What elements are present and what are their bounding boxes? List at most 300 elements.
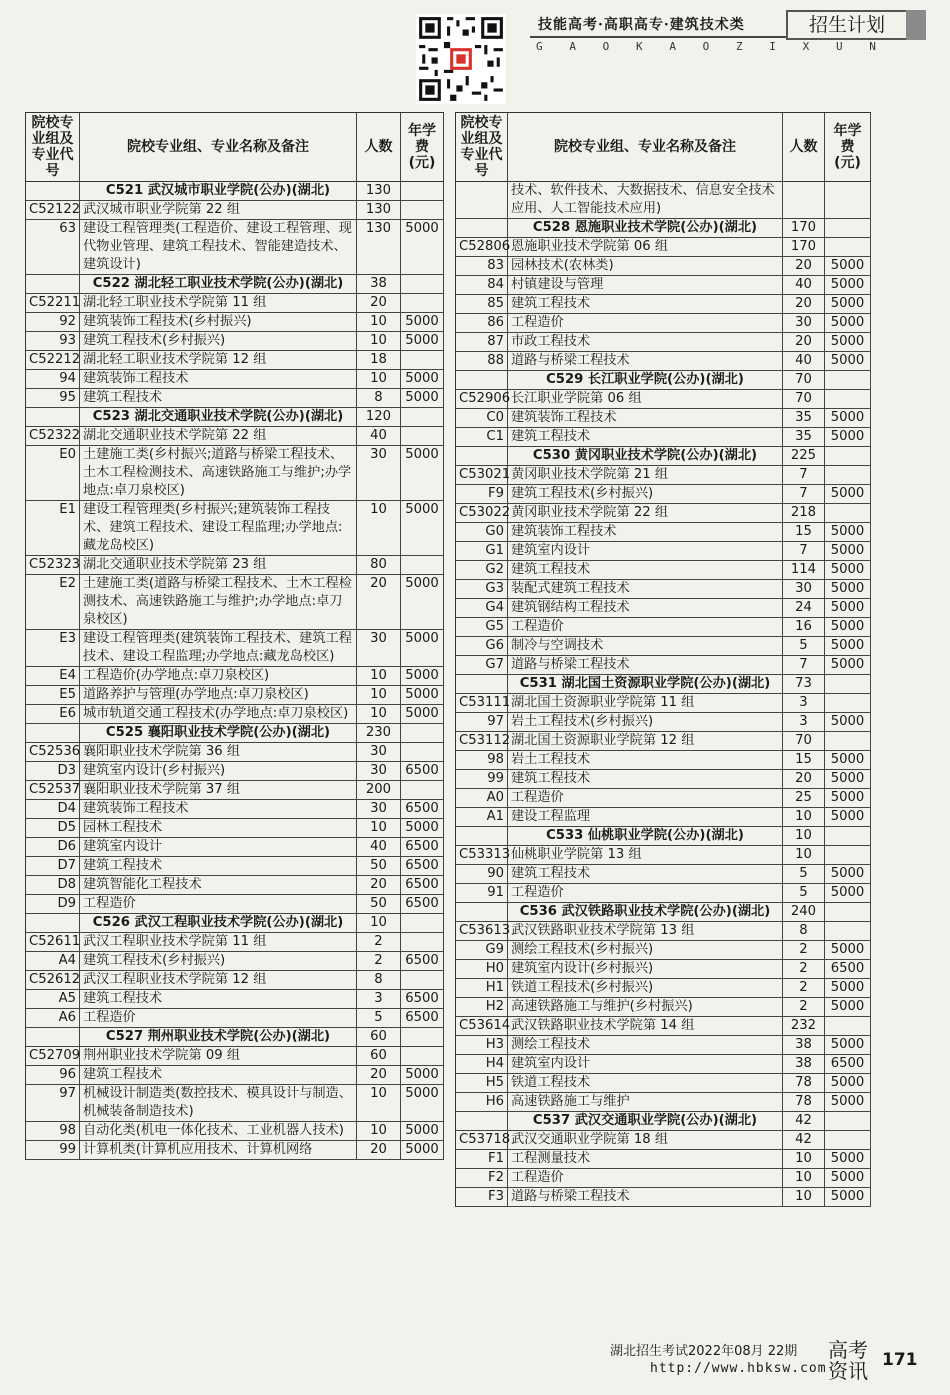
table-row xyxy=(456,1055,871,1074)
table-row xyxy=(456,1150,871,1169)
cell-fee xyxy=(825,504,871,522)
cell-fee: 5000 xyxy=(401,370,444,388)
cell-count: 10 xyxy=(783,808,825,826)
cell-name: 建筑装饰工程技术 xyxy=(508,523,783,541)
cell-count: 78 xyxy=(783,1074,825,1092)
cell-name: 建筑工程技术(乡村振兴) xyxy=(80,952,357,970)
cell-code: E6 xyxy=(26,705,80,723)
cell-count: 18 xyxy=(357,351,401,369)
table-row xyxy=(26,762,444,781)
cell-count: 5 xyxy=(357,1009,401,1027)
cell-code: D4 xyxy=(26,800,80,818)
cell-name: C522 湖北轻工职业技术学院(公办)(湖北) xyxy=(80,275,357,293)
cell-name: 高速铁路施工与维护(乡村振兴) xyxy=(508,998,783,1016)
cell-name: 城市轨道交通工程技术(办学地点:卓刀泉校区) xyxy=(80,705,357,723)
table-row xyxy=(456,409,871,428)
cell-count: 2 xyxy=(357,952,401,970)
cell-code: G1 xyxy=(456,542,508,560)
cell-code: 86 xyxy=(456,314,508,332)
cell-code xyxy=(456,371,508,389)
cell-fee xyxy=(825,675,871,693)
cell-count: 5 xyxy=(783,865,825,883)
table-row xyxy=(456,694,871,713)
cell-name: 建筑工程技术(乡村振兴) xyxy=(508,485,783,503)
cell-name: 建设工程管理类(乡村振兴;建筑装饰工程技术、建筑工程技术、建设工程监理;办学地点:藏龙岛校区) xyxy=(80,501,357,555)
table-row xyxy=(456,808,871,827)
cell-fee: 5000 xyxy=(825,276,871,294)
table-row xyxy=(456,257,871,276)
cell-name: 襄阳职业技术学院第 36 组 xyxy=(80,743,357,761)
cell-code: 98 xyxy=(456,751,508,769)
cell-count: 38 xyxy=(783,1036,825,1054)
table-row xyxy=(456,390,871,409)
table-row xyxy=(26,895,444,914)
table-row xyxy=(26,501,444,556)
cell-count: 10 xyxy=(783,1169,825,1187)
cell-count: 42 xyxy=(783,1112,825,1130)
cell-code xyxy=(26,275,80,293)
cell-name: 湖北轻工职业技术学院第 12 组 xyxy=(80,351,357,369)
cell-name: 制冷与空调技术 xyxy=(508,637,783,655)
header-title: 技能高考·高职高专·建筑技术类 xyxy=(538,17,745,33)
cell-name: 铁道工程技术 xyxy=(508,1074,783,1092)
cell-fee: 5000 xyxy=(401,1085,444,1121)
cell-fee: 5000 xyxy=(825,1150,871,1168)
table-row xyxy=(456,922,871,941)
cell-fee: 5000 xyxy=(401,446,444,500)
school-row xyxy=(456,447,871,466)
cell-code: C52537 xyxy=(26,781,80,799)
table-row xyxy=(456,846,871,865)
cell-count: 30 xyxy=(357,762,401,780)
header-count: 人数 xyxy=(783,113,825,181)
table-row xyxy=(456,599,871,618)
cell-name: C533 仙桃职业学院(公办)(湖北) xyxy=(508,827,783,845)
cell-code: G7 xyxy=(456,656,508,674)
cell-name: 建筑室内设计(乡村振兴) xyxy=(80,762,357,780)
cell-count: 10 xyxy=(783,827,825,845)
cell-name: 道路与桥梁工程技术 xyxy=(508,1188,783,1206)
cell-name: 测绘工程技术 xyxy=(508,1036,783,1054)
cell-count: 10 xyxy=(357,667,401,685)
cell-count: 10 xyxy=(357,332,401,350)
cell-count: 7 xyxy=(783,466,825,484)
cell-fee: 5000 xyxy=(825,1169,871,1187)
cell-fee xyxy=(401,408,444,426)
cell-count: 30 xyxy=(357,743,401,761)
cell-fee: 5000 xyxy=(401,705,444,723)
cell-fee: 5000 xyxy=(825,751,871,769)
cell-code: C53313 xyxy=(456,846,508,864)
cell-name: 工程造价 xyxy=(80,1009,357,1027)
cell-name: 工程测量技术 xyxy=(508,1150,783,1168)
cell-name: 建筑室内设计 xyxy=(508,542,783,560)
cell-name: 村镇建设与管理 xyxy=(508,276,783,294)
table-row xyxy=(456,352,871,371)
cell-code xyxy=(456,182,508,218)
cell-name: 建筑室内设计 xyxy=(508,1055,783,1073)
cell-name: 湖北交通职业技术学院第 23 组 xyxy=(80,556,357,574)
cell-fee: 5000 xyxy=(825,542,871,560)
table-row xyxy=(456,865,871,884)
cell-fee: 5000 xyxy=(401,819,444,837)
cell-name: 武汉工程职业技术学院第 12 组 xyxy=(80,971,357,989)
cell-count: 10 xyxy=(357,686,401,704)
cell-count: 20 xyxy=(357,1141,401,1159)
cell-code: D7 xyxy=(26,857,80,875)
table-row xyxy=(26,990,444,1009)
cell-code: G5 xyxy=(456,618,508,636)
cell-count: 3 xyxy=(783,694,825,712)
cell-name: C531 湖北国土资源职业学院(公办)(湖北) xyxy=(508,675,783,693)
cell-count: 218 xyxy=(783,504,825,522)
cell-fee xyxy=(825,238,871,256)
cell-count: 20 xyxy=(783,333,825,351)
cell-code: E3 xyxy=(26,630,80,666)
cell-code: 90 xyxy=(456,865,508,883)
table-row xyxy=(456,561,871,580)
cell-code: G2 xyxy=(456,561,508,579)
cell-count: 24 xyxy=(783,599,825,617)
cell-count: 30 xyxy=(357,630,401,666)
table-row xyxy=(26,313,444,332)
header-fee: 年学费(元) xyxy=(401,113,444,181)
header-subtitle: G A O K A O Z I X U N xyxy=(536,40,876,53)
cell-fee: 6500 xyxy=(401,876,444,894)
cell-count: 10 xyxy=(357,501,401,555)
cell-code: 94 xyxy=(26,370,80,388)
cell-fee: 6500 xyxy=(401,990,444,1008)
cell-name: 建筑工程技术 xyxy=(508,428,783,446)
page-header xyxy=(0,0,950,110)
cell-name: 建设工程管理类(工程造价、建设工程管理、现代物业管理、建筑工程技术、智能建造技术、建筑设计) xyxy=(80,220,357,274)
table-row xyxy=(456,485,871,504)
cell-count: 70 xyxy=(783,732,825,750)
cell-code: H6 xyxy=(456,1093,508,1111)
cell-code: 97 xyxy=(26,1085,80,1121)
cell-count: 8 xyxy=(357,971,401,989)
table-row xyxy=(456,428,871,447)
cell-code: E4 xyxy=(26,667,80,685)
header-count: 人数 xyxy=(357,113,401,181)
cell-count: 20 xyxy=(357,294,401,312)
cell-code: C52212 xyxy=(26,351,80,369)
table-row xyxy=(456,998,871,1017)
school-row xyxy=(26,914,444,933)
cell-code: C52611 xyxy=(26,933,80,951)
cell-code xyxy=(456,827,508,845)
cell-code: G3 xyxy=(456,580,508,598)
cell-fee: 5000 xyxy=(825,618,871,636)
cell-code: C53111 xyxy=(456,694,508,712)
cell-count: 120 xyxy=(357,408,401,426)
cell-code: C0 xyxy=(456,409,508,427)
cell-fee: 5000 xyxy=(825,409,871,427)
cell-fee: 5000 xyxy=(401,1122,444,1140)
school-row xyxy=(456,219,871,238)
table-row xyxy=(456,523,871,542)
cell-fee xyxy=(825,447,871,465)
cell-fee: 5000 xyxy=(401,1141,444,1159)
cell-code: A5 xyxy=(26,990,80,1008)
cell-fee: 5000 xyxy=(825,523,871,541)
table-row xyxy=(456,1074,871,1093)
school-row xyxy=(456,903,871,922)
cell-code: H1 xyxy=(456,979,508,997)
cell-code: C52536 xyxy=(26,743,80,761)
table-row xyxy=(456,466,871,485)
cell-fee: 5000 xyxy=(825,941,871,959)
cell-count: 20 xyxy=(357,1066,401,1084)
cell-code: C53021 xyxy=(456,466,508,484)
table-row xyxy=(456,1169,871,1188)
table-row xyxy=(26,446,444,501)
table-row xyxy=(456,960,871,979)
cell-count: 40 xyxy=(357,838,401,856)
cell-fee xyxy=(401,1028,444,1046)
cell-count: 130 xyxy=(357,220,401,274)
cell-name: 计算机类(计算机应用技术、计算机网络 xyxy=(80,1141,357,1159)
cell-name: 土建施工类(道路与桥梁工程技术、土木工程检测技术、高速铁路施工与维护;办学地点:卓刀泉校区) xyxy=(80,575,357,629)
cell-count: 40 xyxy=(357,427,401,445)
cell-name: 建筑工程技术 xyxy=(508,561,783,579)
cell-name: C526 武汉工程职业技术学院(公办)(湖北) xyxy=(80,914,357,932)
cell-fee xyxy=(401,971,444,989)
table-row xyxy=(26,427,444,446)
admissions-table-right xyxy=(455,112,871,1207)
cell-code: A6 xyxy=(26,1009,80,1027)
cell-code: G9 xyxy=(456,941,508,959)
cell-fee: 5000 xyxy=(401,1066,444,1084)
cell-code: F1 xyxy=(456,1150,508,1168)
cell-code xyxy=(456,1112,508,1130)
cell-name: 工程造价(办学地点:卓刀泉校区) xyxy=(80,667,357,685)
cell-name: 工程造价 xyxy=(508,789,783,807)
cell-fee xyxy=(401,1047,444,1065)
table-row xyxy=(456,580,871,599)
cell-fee xyxy=(825,846,871,864)
cell-fee: 5000 xyxy=(825,257,871,275)
cell-fee: 5000 xyxy=(825,352,871,370)
cell-name: 武汉交通职业学院第 18 组 xyxy=(508,1131,783,1149)
table-row xyxy=(456,182,871,219)
cell-fee xyxy=(401,275,444,293)
table-row xyxy=(456,789,871,808)
cell-count: 42 xyxy=(783,1131,825,1149)
cell-code: 85 xyxy=(456,295,508,313)
cell-count: 38 xyxy=(783,1055,825,1073)
cell-code: G4 xyxy=(456,599,508,617)
table-row xyxy=(26,630,444,667)
cell-count: 10 xyxy=(783,846,825,864)
header-fee: 年学费(元) xyxy=(825,113,871,181)
cell-code: C53613 xyxy=(456,922,508,940)
school-row xyxy=(456,1112,871,1131)
table-row xyxy=(26,389,444,408)
table-row xyxy=(456,1093,871,1112)
table-row xyxy=(26,819,444,838)
table-row xyxy=(456,504,871,523)
cell-code xyxy=(26,724,80,742)
table-row xyxy=(456,979,871,998)
table-row xyxy=(26,1009,444,1028)
cell-fee xyxy=(401,201,444,219)
table-row xyxy=(26,705,444,724)
cell-count: 5 xyxy=(783,637,825,655)
cell-code: C52211 xyxy=(26,294,80,312)
cell-count: 15 xyxy=(783,751,825,769)
cell-count: 25 xyxy=(783,789,825,807)
table-row xyxy=(456,276,871,295)
cell-name: 土建施工类(乡村振兴;道路与桥梁工程技术、土木工程检测技术、高速铁路施工与维护;办学地点:卓刀泉校区) xyxy=(80,446,357,500)
table-row xyxy=(456,542,871,561)
table-row xyxy=(456,732,871,751)
cell-name: 建筑工程技术 xyxy=(80,389,357,407)
cell-name: 湖北国土资源职业学院第 12 组 xyxy=(508,732,783,750)
cell-count: 50 xyxy=(357,857,401,875)
cell-name: C523 湖北交通职业技术学院(公办)(湖北) xyxy=(80,408,357,426)
cell-name: 道路与桥梁工程技术 xyxy=(508,352,783,370)
cell-count: 20 xyxy=(783,257,825,275)
cell-count: 10 xyxy=(357,1085,401,1121)
cell-code: 91 xyxy=(456,884,508,902)
cell-code: 96 xyxy=(26,1066,80,1084)
cell-count: 10 xyxy=(357,1122,401,1140)
cell-count: 20 xyxy=(783,770,825,788)
cell-fee xyxy=(401,427,444,445)
cell-code: H2 xyxy=(456,998,508,1016)
cell-fee xyxy=(401,724,444,742)
cell-name: 黄冈职业技术学院第 21 组 xyxy=(508,466,783,484)
cell-fee xyxy=(825,694,871,712)
table-row xyxy=(26,332,444,351)
cell-name: 铁道工程技术(乡村振兴) xyxy=(508,979,783,997)
cell-code: C52906 xyxy=(456,390,508,408)
header-bar xyxy=(906,10,926,40)
table-row xyxy=(26,294,444,313)
cell-fee: 5000 xyxy=(401,686,444,704)
table-row xyxy=(26,952,444,971)
cell-count: 7 xyxy=(783,542,825,560)
cell-code: C52709 xyxy=(26,1047,80,1065)
cell-count: 2 xyxy=(783,998,825,1016)
cell-code: 99 xyxy=(26,1141,80,1159)
cell-count: 10 xyxy=(783,1188,825,1206)
table-row xyxy=(26,575,444,630)
cell-count: 20 xyxy=(783,295,825,313)
cell-code xyxy=(26,1028,80,1046)
section-tag: 招生计划 xyxy=(786,10,908,40)
cell-count: 225 xyxy=(783,447,825,465)
table-row xyxy=(456,1131,871,1150)
cell-code: F9 xyxy=(456,485,508,503)
cell-fee: 5000 xyxy=(825,884,871,902)
cell-fee: 5000 xyxy=(401,667,444,685)
cell-code: C53112 xyxy=(456,732,508,750)
table-row xyxy=(26,370,444,389)
cell-fee: 6500 xyxy=(401,838,444,856)
cell-fee: 5000 xyxy=(825,580,871,598)
qr-code-icon xyxy=(416,14,506,104)
cell-name: 武汉铁路职业技术学院第 14 组 xyxy=(508,1017,783,1035)
table-row xyxy=(26,743,444,762)
cell-fee: 5000 xyxy=(825,1074,871,1092)
cell-name: 园林工程技术 xyxy=(80,819,357,837)
cell-count: 38 xyxy=(357,275,401,293)
cell-code: D8 xyxy=(26,876,80,894)
cell-fee xyxy=(825,903,871,921)
cell-name: C521 武汉城市职业学院(公办)(湖北) xyxy=(80,182,357,200)
table-row xyxy=(26,220,444,275)
cell-code: 95 xyxy=(26,389,80,407)
table-row xyxy=(456,713,871,732)
page-number: 171 xyxy=(882,1350,918,1370)
cell-fee: 5000 xyxy=(825,637,871,655)
cell-code: 87 xyxy=(456,333,508,351)
cell-count: 80 xyxy=(357,556,401,574)
cell-count: 30 xyxy=(783,314,825,332)
cell-name: 建筑装饰工程技术(乡村振兴) xyxy=(80,313,357,331)
cell-name: 湖北轻工职业技术学院第 11 组 xyxy=(80,294,357,312)
cell-name: 建筑工程技术 xyxy=(80,857,357,875)
cell-code: H5 xyxy=(456,1074,508,1092)
cell-name: 园林技术(农林类) xyxy=(508,257,783,275)
table-header xyxy=(456,113,871,182)
cell-count: 10 xyxy=(357,370,401,388)
cell-fee: 6500 xyxy=(401,952,444,970)
cell-name: 技术、软件技术、大数据技术、信息安全技术应用、人工智能技术应用) xyxy=(508,182,783,218)
cell-count: 10 xyxy=(783,1150,825,1168)
header-name: 院校专业组、专业名称及备注 xyxy=(80,113,357,181)
cell-count: 78 xyxy=(783,1093,825,1111)
cell-count: 8 xyxy=(357,389,401,407)
cell-fee: 6500 xyxy=(401,895,444,913)
cell-code: C53614 xyxy=(456,1017,508,1035)
cell-fee: 5000 xyxy=(401,220,444,274)
cell-code: H0 xyxy=(456,960,508,978)
cell-fee xyxy=(825,390,871,408)
school-row xyxy=(26,408,444,427)
cell-name: 湖北国土资源职业学院第 11 组 xyxy=(508,694,783,712)
cell-count: 73 xyxy=(783,675,825,693)
cell-name: C529 长江职业学院(公办)(湖北) xyxy=(508,371,783,389)
cell-count: 8 xyxy=(783,922,825,940)
cell-code: D3 xyxy=(26,762,80,780)
cell-count: 40 xyxy=(783,276,825,294)
cell-name: 湖北交通职业技术学院第 22 组 xyxy=(80,427,357,445)
cell-count: 200 xyxy=(357,781,401,799)
cell-name: 荆州职业技术学院第 09 组 xyxy=(80,1047,357,1065)
cell-fee xyxy=(825,732,871,750)
table-row xyxy=(26,933,444,952)
cell-fee xyxy=(401,743,444,761)
cell-fee: 6500 xyxy=(401,762,444,780)
cell-count: 232 xyxy=(783,1017,825,1035)
table-row xyxy=(456,333,871,352)
cell-code: E5 xyxy=(26,686,80,704)
cell-fee: 5000 xyxy=(825,295,871,313)
cell-name: 仙桃职业学院第 13 组 xyxy=(508,846,783,864)
cell-name: 建筑智能化工程技术 xyxy=(80,876,357,894)
cell-code: E2 xyxy=(26,575,80,629)
table-row xyxy=(456,884,871,903)
cell-code: D9 xyxy=(26,895,80,913)
cell-count xyxy=(783,182,825,218)
cell-fee: 5000 xyxy=(825,1188,871,1206)
cell-code: C52612 xyxy=(26,971,80,989)
cell-code: H3 xyxy=(456,1036,508,1054)
table-row xyxy=(26,1141,444,1160)
